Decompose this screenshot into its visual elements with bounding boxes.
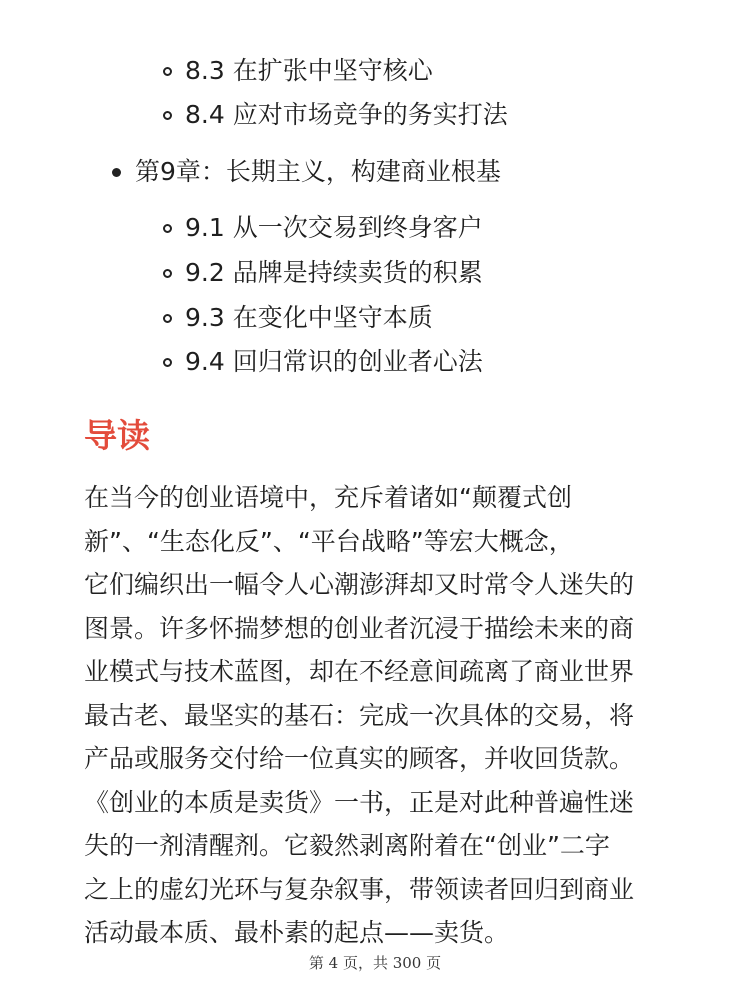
- toc-subitem: [163, 251, 483, 295]
- paragraph-line: 图景。许多怀揣梦想的创业者沉浸于描绘未来的商: [84, 613, 635, 643]
- paragraph-line: 新”、“生态化反”、“平台战略”等宏大概念，: [84, 526, 574, 556]
- paragraph-line: 活动最本质、最朴素的起点——卖货。: [84, 918, 510, 947]
- paragraph-line: 最古老、最坚实的基石：完成一次具体的交易，将: [84, 700, 635, 730]
- toc-subitem-label: 9.4 回归常识的创业者心法: [185, 347, 483, 376]
- toc-subitem: [163, 340, 483, 384]
- toc-subitem-label: 9.3 在变化中坚守本质: [185, 303, 433, 332]
- section-heading: 导读: [84, 416, 150, 455]
- paragraph-line: 失的一剂清醒剂。它毅然剥离附着在“创业”二字: [84, 831, 610, 860]
- body-paragraph: [84, 476, 670, 955]
- page-number: 第 4 页，共 300 页: [308, 954, 442, 972]
- toc-subitem: [163, 206, 483, 250]
- toc-subitem-label: 8.4 应对市场竞争的务实打法: [185, 100, 508, 129]
- paragraph-line: 业模式与技术蓝图，却在不经意间疏离了商业世界: [84, 657, 635, 686]
- toc-subitem-label: 9.2 品牌是持续卖货的积累: [185, 258, 483, 287]
- paragraph-line: 它们编织出一幅令人心潮澎湃却又时常令人迷失的: [84, 570, 635, 599]
- hollow-bullet-icon: [163, 314, 172, 323]
- hollow-bullet-icon: [163, 224, 172, 233]
- toc-subitem: [163, 49, 433, 93]
- toc-chapter-item: [112, 150, 501, 194]
- hollow-bullet-icon: [163, 358, 172, 367]
- toc-chapter-label: 第9章：长期主义，构建商业根基: [135, 157, 501, 186]
- hollow-bullet-icon: [163, 111, 172, 120]
- paragraph-line: 产品或服务交付给一位真实的顾客，并收回货款。: [84, 744, 635, 773]
- hollow-bullet-icon: [163, 67, 172, 76]
- filled-bullet-icon: [112, 168, 121, 177]
- toc-subitem-label: 9.1 从一次交易到终身客户: [185, 213, 483, 242]
- paragraph-line: 之上的虚幻光环与复杂叙事，带领读者回归到商业: [84, 874, 635, 904]
- toc-subitem-label: 8.3 在扩张中坚守核心: [185, 56, 433, 85]
- paragraph-line: 《创业的本质是卖货》一书，正是对此种普遍性迷: [84, 787, 635, 817]
- hollow-bullet-icon: [163, 269, 172, 278]
- paragraph-line: 在当今的创业语境中，充斥着诸如“颠覆式创: [84, 483, 572, 512]
- toc-subitem: [163, 93, 508, 137]
- toc-subitem: [163, 296, 433, 340]
